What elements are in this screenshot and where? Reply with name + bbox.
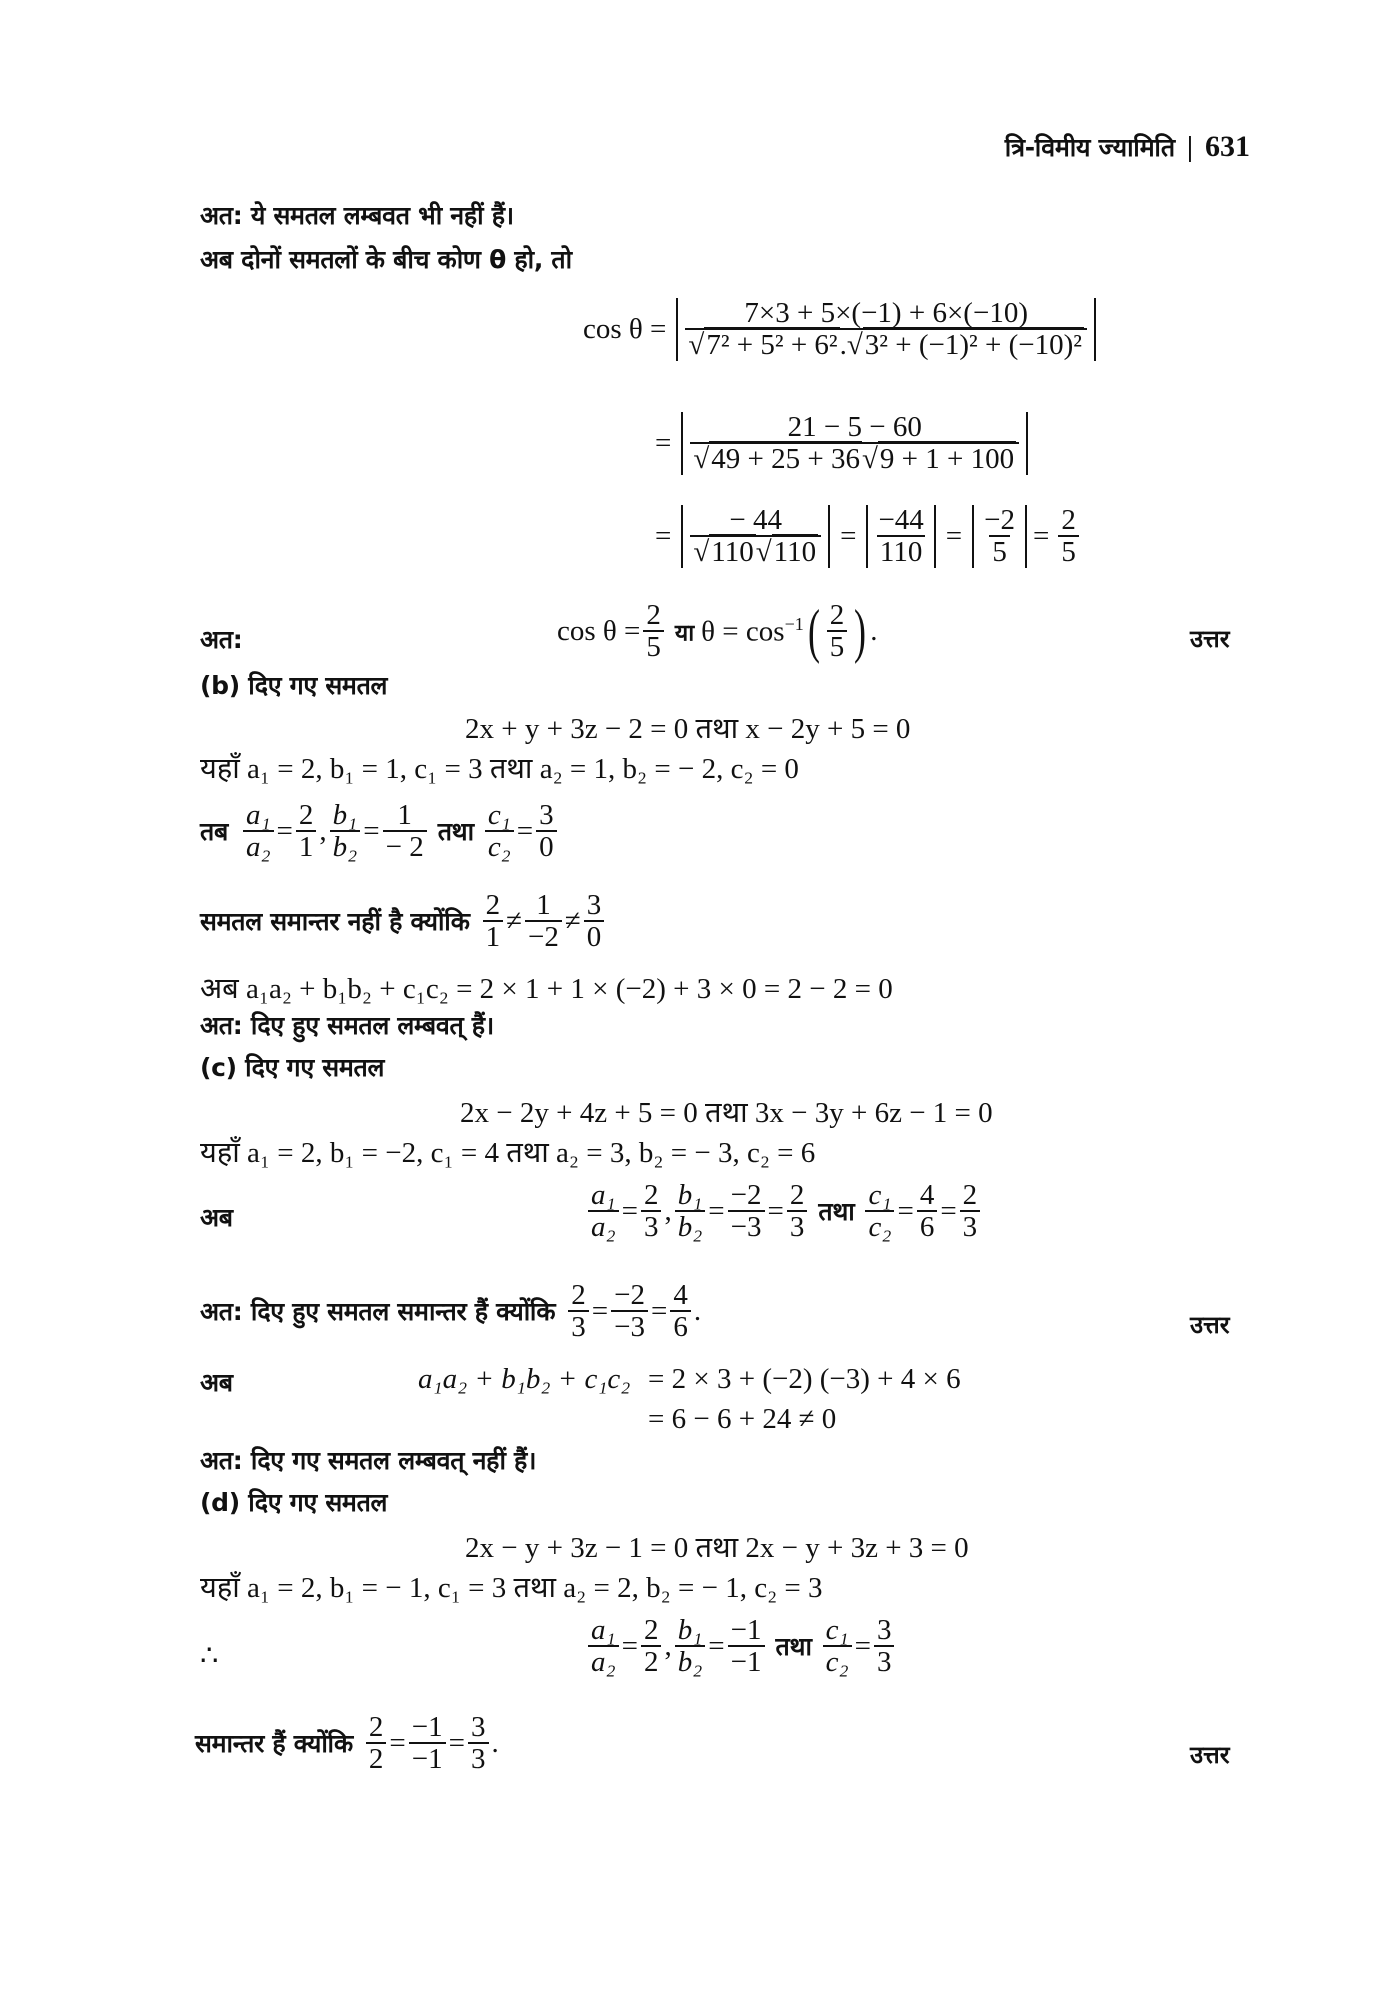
step2-root-a: 49 + 25 + 36 [711,443,860,476]
step2-root-b: 9 + 1 + 100 [879,443,1015,476]
cos-step-1: cos θ = $\frac{7\times 3 + 5\times(-1) + 6\times(-10)}{\text{√7² + 5² + 6².√3² + (−1)² + (−10)²}}$ [583,298,1096,361]
part-b-conclusion: अत: दिए हुए समतल लम्बवत् हैं। [200,1011,494,1040]
part-b-equations: 2x + y + 3z − 2 = 0 तथा x − 2y + 5 = 0 [465,713,911,745]
part-c-parallel: अत: दिए हुए समतल समान्तर हैं क्योंकि $\frac{2}{3}$ = $\frac{-2}{-3}$ = $\frac{4}{6}$ . [200,1279,702,1344]
part-c-equations: 2x − 2y + 4z + 5 = 0 तथा 3x − 3y + 6z − 1 = 0 [460,1097,993,1129]
part-d-equations: 2x − y + 3z − 1 = 0 तथा 2x − y + 3z + 3 = 0 [465,1532,969,1564]
part-c-heading: (c) दिए गए समतल [200,1053,385,1082]
part-c-dot-rhs-1: = 2 × 3 + (−2) (−3) + 4 × 6 [648,1363,961,1395]
part-b-coefficients: यहाँ a₁ = 2, b₁ = 1, c₁ = 3 तथा a₂ = 1, b₂ = − 2, c₂ = 0 [200,753,799,785]
step1-root-a: 7² + 5² + 6² [706,329,838,362]
running-header [1005,130,1250,164]
cos-step-3: = $\frac{- 44}{√110√110}$ = $\frac{-44}{110}$ = $\frac{-2}{5}$ = $\frac{2}{5}$ [655,505,1082,568]
cos-label: cos θ = [583,312,667,345]
part-c-dot-label: अब [200,1368,233,1397]
part-c-dot-lhs: a₁a₂ + b₁b₂ + c₁c₂ [418,1363,631,1395]
header-separator: | [1186,132,1193,163]
step1-root-b: 3² + (−1)² + (−10)² [864,329,1082,362]
part-d-heading: (d) दिए गए समतल [200,1488,388,1517]
part-b-dot-product: अब a₁a₂ + b₁b₂ + c₁c₂ = 2 × 1 + 1 × (−2) + 3 × 0 = 2 − 2 = 0 [200,973,893,1005]
intro-line-1: अत: ये समतल लम्बवत भी नहीं हैं। [200,201,514,230]
step2-numerator: 21 − 5 − 60 [787,411,922,443]
page-number: 631 [1205,130,1250,163]
part-c-dot-rhs-2: = 6 − 6 + 24 ≠ 0 [648,1403,837,1435]
part-d-ratios: $\frac{\text{a₁}}{\text{a₂}}$ = $\frac{2}{2}$ , $\frac{\text{b₁}}{\text{b₂}}$ = $\frac{-1}{-1}$ तथा $\frac{\text{c₁}}{\text{c₂}}$ = $\frac{3}{3}$ [585,1615,897,1678]
part-b-heading: (b) दिए गए समतल [200,671,388,700]
part-c-coefficients: यहाँ a₁ = 2, b₁ = −2, c₁ = 4 तथा a₂ = 3, b₂ = − 3, c₂ = 6 [200,1137,816,1169]
chapter-title: त्रि-विमीय ज्यामिति [1004,133,1175,162]
part-b-ratios: तब $\frac{\text{a₁}}{\text{a₂}}$ = $\frac{2}{1}$ , $\frac{\text{b₁}}{\text{b₂}}$ = $\frac{1}{- 2}$ तथा $\frac{\text{c₁}}{\text{c₂}}$ = $\frac{3}{0}$ [200,800,560,863]
answer-label-a: उत्तर [1190,625,1230,653]
conclusion-label: अत: [200,625,243,654]
part-c-conclusion: अत: दिए गए समतल लम्बवत् नहीं हैं। [200,1446,537,1475]
part-d-coefficients: यहाँ a₁ = 2, b₁ = − 1, c₁ = 3 तथा a₂ = 2, b₂ = − 1, c₂ = 3 [200,1572,823,1604]
answer-label-c: उत्तर [1190,1311,1230,1339]
cos-step-2: = $\frac{21 - 5 - 60}{√49 + 25 + 36√9 + 1 + 100}$ [655,412,1028,475]
part-b-not-parallel: समतल समान्तर नहीं है क्योंकि $\frac{2}{1}$ ≠ $\frac{1}{-2}$ ≠ $\frac{3}{0}$ [200,890,607,953]
cos-conclusion: cos θ = $\frac{2}{5}$ या $\theta = \cos^{-1}$ ( $\frac{2}{5}$ ) . [557,598,878,665]
step1-numerator: 7×3 + 5×(−1) + 6×(−10) [744,297,1028,329]
therefore-symbol: ∴ [200,1640,219,1672]
step3-numerator: − 44 [729,504,783,536]
intro-line-2: अब दोनों समतलों के बीच कोण θ हो, तो [200,245,572,274]
part-d-parallel: समान्तर हैं क्योंकि $\frac{2}{2}$ = $\frac{-1}{-1}$ = $\frac{3}{3}$ . [195,1711,499,1776]
answer-label-d: उत्तर [1190,1741,1230,1769]
part-c-ratios: $\frac{\text{a₁}}{\text{a₂}}$ = $\frac{2}{3}$ , $\frac{\text{b₁}}{\text{b₂}}$ = $\frac{-2}{-3}$ = $\frac{2}{3}$ तथा $\frac{\text{c₁}}{\text{c₂}}$ = $\frac{4}{6}$ = $\frac{2}{3}$ [585,1180,983,1243]
part-c-ratio-label: अब [200,1203,233,1232]
